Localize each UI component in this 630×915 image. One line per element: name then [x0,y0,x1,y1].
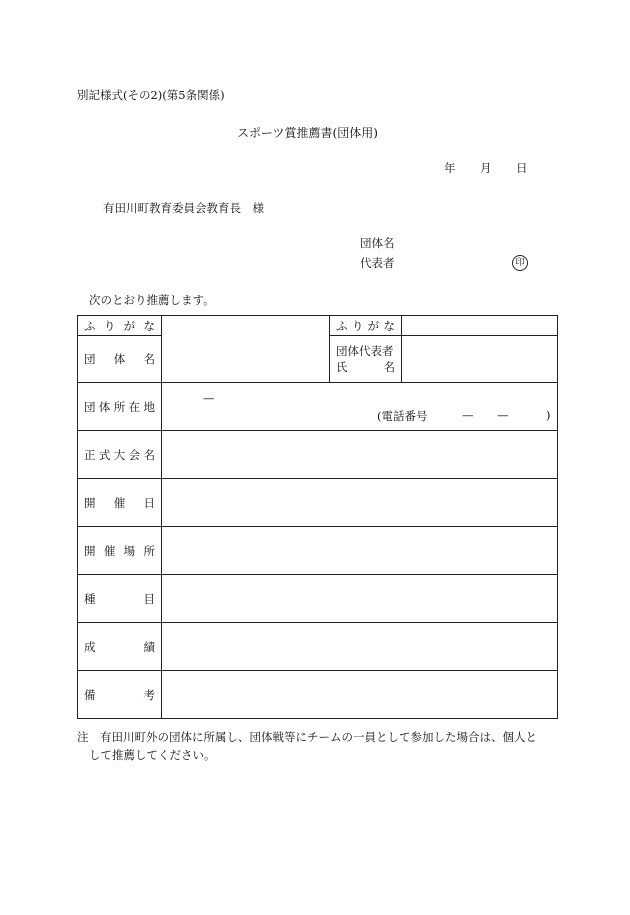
postal-code-dash: — [203,391,215,405]
representative-label: 代表者 [360,256,395,270]
label-char: 会 [128,447,141,462]
org-name-input-cell[interactable] [162,316,330,383]
label-char: 団 [84,352,96,366]
label-char: 種 [84,591,96,606]
label-char: 名 [143,352,155,366]
label-char: 名 [143,447,155,462]
org-name-label: 団体名 [360,236,395,250]
venue-input-cell[interactable] [162,527,558,575]
intro-text: 次のとおり推薦します。 [89,293,215,307]
note-line-1: 注 有田川町外の団体に所属し、団体戦等にチームの一員として参加した場合は、個人と [77,730,537,744]
furigana-right-label [336,318,395,334]
label-char: 在 [128,399,141,414]
furigana-label-cell [78,316,162,336]
date-label [84,495,155,511]
result-label-cell [78,623,162,671]
remarks-label [84,687,155,703]
table-row-event [78,431,558,479]
result-label [84,639,155,655]
table-row-venue [78,527,558,575]
label-char: な [383,318,395,333]
label-char: 催 [113,495,126,510]
label-char: 日 [143,495,155,510]
label-char: 績 [143,639,155,654]
address-label-cell [78,383,162,431]
label-char: 所 [113,399,126,414]
label-char: 正 [84,447,96,462]
label-char: 所 [143,543,155,558]
label-char: 備 [84,687,96,702]
addressee: 有田川町教育委員会教育長 様 [103,201,264,215]
table-row-result [78,623,558,671]
label-char: 催 [103,543,116,558]
org-name-label-cell [78,336,162,383]
remarks-label-cell [78,671,162,719]
phone-label: (電話番号 [377,409,428,423]
rep-name-label-line2 [336,359,395,375]
furigana-label [84,318,155,334]
note-line-2: して推薦してください。 [89,748,216,762]
table-row-remarks [78,671,558,719]
label-char: 場 [123,543,136,558]
address-label [84,399,155,415]
form-reference: 別記様式(その2)(第5条関係) [77,88,225,102]
date-month-label: 月 [480,161,492,175]
label-char: 氏 [336,360,348,374]
remarks-input-cell[interactable] [162,671,558,719]
label-char: 大 [113,447,126,462]
rep-name-input-cell[interactable] [402,336,558,383]
label-char: り [103,318,116,333]
address-input-cell[interactable] [162,383,558,431]
label-char: 式 [98,447,111,462]
venue-label [84,543,155,559]
label-char: 開 [84,543,96,558]
date-day-label: 日 [516,161,528,175]
label-char: 体 [113,352,126,366]
label-char: 考 [143,687,155,702]
label-char: が [123,318,136,333]
label-char: 目 [143,591,155,606]
furigana-right-label-cell [330,316,402,336]
rep-name-label-line1: 団体代表者 [336,344,394,358]
table-row-furigana [78,316,558,336]
category-label-cell [78,575,162,623]
phone-dash-2: — [497,408,509,422]
label-char: 団 [84,399,96,414]
label-char: 開 [84,495,96,510]
seal-mark [512,254,528,271]
event-label [84,447,155,463]
label-char: が [367,318,380,333]
label-char: な [143,318,155,333]
date-year-label: 年 [444,161,456,175]
rep-name-label-cell [330,336,402,383]
category-input-cell[interactable] [162,575,558,623]
seal-glyph: 印 [512,255,528,271]
label-char: 地 [143,399,155,414]
label-char: 体 [98,399,111,414]
table-row-category [78,575,558,623]
document-title: スポーツ賞推薦書(団体用) [237,126,378,140]
event-input-cell[interactable] [162,431,558,479]
date-label-cell [78,479,162,527]
category-label [84,591,155,607]
phone-close-paren: ) [546,408,551,422]
org-name-table-label [84,351,155,367]
table-row-date [78,479,558,527]
label-char: ふ [84,318,96,333]
table-row-address [78,383,558,431]
recommendation-table [77,315,558,719]
event-label-cell [78,431,162,479]
phone-dash-1: — [462,408,474,422]
venue-label-cell [78,527,162,575]
label-char: り [351,318,364,333]
label-char: 名 [383,360,395,374]
result-input-cell[interactable] [162,623,558,671]
rep-furigana-input-cell[interactable] [402,316,558,336]
label-char: ふ [336,318,348,333]
date-input-cell[interactable] [162,479,558,527]
label-char: 成 [84,639,96,654]
